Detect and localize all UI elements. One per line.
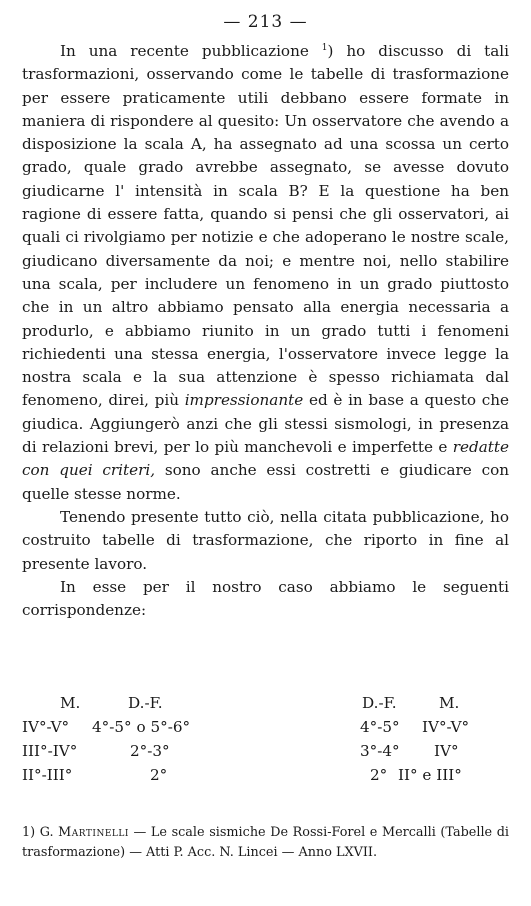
left-row-3-m: II°-III° <box>22 766 73 784</box>
paragraph-3: In esse per il nostro caso abbiamo le seguenti corrispondenze: <box>22 577 509 620</box>
right-header-df: D.-F. <box>362 694 397 712</box>
p1-text: ) ho discusso di tali trasformazioni, osservando come le tabelle di trasformazione per essere praticamente utili debbano essere formate in maniera di rispondere al quesito: Un osservatore che avendo a disposizione la scala A, ha assegnato ad una scossa un certo grado, quale grado avrebbe assegnato, se avesse dovuto giudicarne l' intensità in scala B? E la questione ha ben ragione di essere fatta, quando si pensi che gli osservatori, ai quali ci rivolgiamo per notizie e che adoperano le nostre scale, giudicano diversamente da noi; e mentre noi, nello stabilire una scala, per includere un fenomeno in un grado piuttosto che in un altro abbiamo pensato alla energia necessaria a produrlo, e abbiamo riunito in un grado tutti i fenomeni richiedenti una stessa energia, l'osservatore invece legge la nostra scala e la sua attenzione è spesso richiamata dal fenomeno, direi, più <box>22 42 509 410</box>
right-row-1-m: IV°-V° <box>422 718 470 736</box>
paragraph-1 <box>22 40 509 506</box>
footnote <box>22 823 509 863</box>
p1-italic-criteri: redatte con quei criteri, <box>22 438 510 480</box>
p1-italic-impressionante: impressionante <box>184 391 304 410</box>
right-row-3-df: 2° <box>370 766 388 784</box>
body-text <box>22 40 509 622</box>
footnote-ref: 1 <box>321 42 328 53</box>
right-row-2-df: 3°-4° <box>360 742 400 760</box>
footnote-marker: 1) G. <box>22 825 54 840</box>
page-number: — 213 — <box>223 12 308 32</box>
right-row-1-df: 4°-5° <box>360 718 400 736</box>
left-header-m: M. <box>60 694 81 712</box>
right-row-3-m: II° e III° <box>398 766 462 784</box>
left-header-df: D.-F. <box>128 694 163 712</box>
p1-lead: In una recente pubblicazione <box>60 42 309 60</box>
paragraph-2: Tenendo presente tutto ciò, nella citata pubblicazione, ho costruito tabelle di trasformazione, che riporto in fine al presente lavoro. <box>22 507 509 573</box>
right-header-m: M. <box>439 694 460 712</box>
left-row-3-df: 2° <box>150 766 168 784</box>
left-row-1-m: IV°-V° <box>22 718 70 736</box>
left-row-2-m: III°-IV° <box>22 742 78 760</box>
p1-mid: ed è in base a questo che giudica. Aggiungerò anzi che gli stessi sismologi, in presenza di relazioni brevi, per lo più manchevoli e imperfette e <box>22 391 509 457</box>
left-row-2-df: 2°-3° <box>130 742 170 760</box>
p1-end: sono anche essi costretti e giudicare con quelle stesse norme. <box>22 461 509 503</box>
footnote-author: Martinelli <box>58 825 129 840</box>
right-row-2-m: IV° <box>434 742 459 760</box>
left-row-1-df: 4°-5° o 5°-6° <box>92 718 191 736</box>
footnote-text: — Le scale sismiche De Rossi-Forel e Mercalli (Tabelle di trasformazione) — Atti P. Acc. N. Lincei — Anno LXVII. <box>22 825 509 860</box>
